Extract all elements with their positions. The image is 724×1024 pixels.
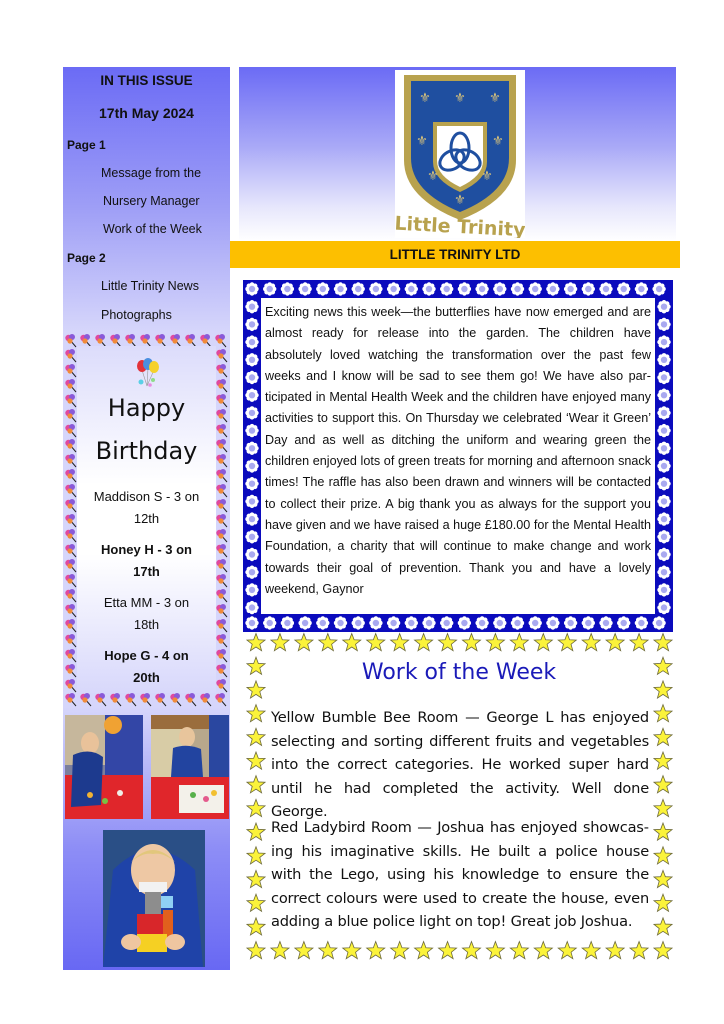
star-icon: [247, 918, 265, 935]
flower-icon: [657, 583, 670, 596]
flower-icon: [263, 282, 276, 295]
star-icon: [247, 894, 265, 911]
balloon-icon: [216, 634, 227, 647]
flower-icon: [245, 318, 258, 331]
birthday-entry-name: Maddison S - 3 on: [93, 489, 200, 504]
svg-text:⚜: ⚜: [416, 134, 428, 149]
flower-icon: [657, 371, 670, 384]
flower-icon: [657, 495, 670, 508]
balloon-icon: [216, 604, 227, 617]
star-icon: [271, 634, 289, 651]
star-icon: [271, 942, 289, 959]
flower-icon: [245, 495, 258, 508]
work-of-week-title: Work of the Week: [361, 660, 557, 685]
star-icon: [415, 634, 433, 651]
balloon-icon: [110, 693, 121, 706]
flower-icon: [245, 477, 258, 490]
birthday-entry-date: 17th: [133, 564, 160, 579]
balloon-icon: [216, 454, 227, 467]
star-icon: [295, 942, 313, 959]
balloon-icon: [65, 454, 76, 467]
flower-icon: [334, 282, 347, 295]
svg-text:⚜: ⚜: [454, 193, 466, 208]
manager-message: Exciting news this week—the butterflies have now emerged and are almost ready for release into the garden. The children have absolutely loved watching the transformation over the past few weeks and I know will be sad to see them go! We have also participated in Mental Health Week and the children have enjoyed many activities to support this. On Thursday we celebrated ‘Wear it Green’ Day and as well as ditching the uniform and wearing green the children enjoyed lots of green treats for morning and afternoon snack times! The raffle has also been drawn and winners will be contacted to collect their prize. A big thank you as always for the support you have given and we have raised a huge £180.00 for the Mental Health Foundation, a charity that will continue to make change and work towards their goal of prevention. Thank you and have a lovely weekend, Gaynor: [265, 305, 651, 596]
svg-text:⚜: ⚜: [454, 91, 466, 106]
star-icon: [654, 870, 672, 887]
flower-icon: [582, 616, 595, 629]
flower-icon: [263, 616, 276, 629]
star-icon: [654, 752, 672, 769]
flower-icon: [599, 616, 612, 629]
balloon-icon: [65, 469, 76, 482]
flower-icon: [245, 389, 258, 402]
flower-icon: [529, 616, 542, 629]
flower-icon: [657, 459, 670, 472]
work-of-week-entry: Red Ladybird Room — Joshua has enjoyed showcasing his imaginative skills. He built a police house with the Lego, using his knowledge to ensure the correct colours were used to create the house, even adding a blue police light on top! Great job Joshua.: [271, 819, 649, 930]
birthday-entry-date: 20th: [133, 670, 160, 685]
star-icon: [630, 942, 648, 959]
balloon-icon: [65, 379, 76, 392]
star-icon: [654, 705, 672, 722]
balloon-icon: [216, 679, 227, 692]
balloon-icon: [65, 574, 76, 587]
star-icon: [606, 942, 624, 959]
flower-icon: [546, 282, 559, 295]
toc-page-2: Page 2: [67, 251, 106, 265]
svg-text:⚜: ⚜: [419, 91, 431, 106]
balloon-icon: [65, 334, 76, 347]
balloon-icon: [216, 469, 227, 482]
star-icon: [247, 776, 265, 793]
birthday-entry: [77, 645, 216, 689]
star-icon: [391, 942, 409, 959]
star-icon: [606, 634, 624, 651]
toc-item: Message from the: [101, 166, 202, 180]
issue-date: 17th May 2024: [99, 105, 194, 121]
star-icon: [343, 634, 361, 651]
star-icon: [247, 823, 265, 840]
flower-icon: [440, 282, 453, 295]
balloon-icon: [216, 484, 227, 497]
logo-wordmark: Little Trinity: [395, 212, 525, 238]
balloon-icon: [216, 664, 227, 677]
balloon-icon: [216, 649, 227, 662]
flower-icon: [281, 616, 294, 629]
star-icon: [654, 942, 672, 959]
balloon-icon: [65, 589, 76, 602]
work-of-week-entry: Yellow Bumble Bee Room — George L has enjoyed selecting and sorting different fruits and vegetables into the correct categories. He worked super hard until he had completed the activity. Well done George.: [271, 709, 649, 820]
flower-icon: [617, 282, 630, 295]
flower-icon: [245, 512, 258, 525]
toc-page-1: Page 1: [67, 138, 106, 152]
balloon-icon: [65, 394, 76, 407]
balloon-icon: [65, 604, 76, 617]
star-icon: [462, 942, 480, 959]
flower-icon: [245, 424, 258, 437]
svg-text:⚜: ⚜: [492, 134, 504, 149]
star-icon: [438, 634, 456, 651]
news-frame: [243, 280, 673, 632]
flower-icon: [657, 477, 670, 490]
star-icon: [462, 634, 480, 651]
flower-icon: [298, 616, 311, 629]
flower-icon: [475, 616, 488, 629]
star-icon: [486, 942, 504, 959]
star-icon: [654, 847, 672, 864]
flower-icon: [458, 282, 471, 295]
flower-icon: [652, 616, 665, 629]
logo: [395, 70, 525, 238]
star-icon: [630, 634, 648, 651]
balloon-icon: [215, 693, 226, 706]
star-icon: [415, 942, 433, 959]
flower-icon: [635, 616, 648, 629]
balloon-icon: [65, 544, 76, 557]
star-icon: [295, 634, 313, 651]
star-icon: [486, 634, 504, 651]
balloon-icon: [216, 349, 227, 362]
flower-icon: [657, 442, 670, 455]
flower-icon: [422, 282, 435, 295]
balloon-icon: [80, 693, 91, 706]
star-icon: [319, 634, 337, 651]
birthday-title-line1: Happy: [107, 394, 186, 422]
flower-icon: [657, 424, 670, 437]
flower-icon: [405, 282, 418, 295]
star-icon: [438, 942, 456, 959]
star-icon: [582, 942, 600, 959]
flower-icon: [475, 282, 488, 295]
star-icon: [654, 799, 672, 816]
flower-icon: [245, 406, 258, 419]
flower-icon: [245, 566, 258, 579]
star-icon: [367, 634, 385, 651]
birthday-entry-name: Hope G - 4 on: [104, 648, 189, 663]
work-of-week-section: [243, 632, 675, 964]
balloon-icon: [65, 424, 76, 437]
flower-icon: [245, 616, 258, 629]
birthday-entry-name: Honey H - 3 on: [100, 542, 192, 557]
star-icon: [654, 823, 672, 840]
star-icon: [247, 847, 265, 864]
star-icon: [534, 634, 552, 651]
flower-icon: [657, 566, 670, 579]
balloon-icon: [216, 589, 227, 602]
flower-icon: [334, 616, 347, 629]
star-icon: [654, 728, 672, 745]
flower-icon: [657, 300, 670, 313]
flower-icon: [617, 616, 630, 629]
birthday-entry: [77, 539, 216, 583]
flower-icon: [458, 616, 471, 629]
flower-icon: [546, 616, 559, 629]
flower-icon: [635, 282, 648, 295]
flower-icon: [352, 282, 365, 295]
balloon-icon: [65, 439, 76, 452]
star-icon: [582, 634, 600, 651]
birthday-entry-date: 18th: [133, 617, 160, 632]
flower-icon: [316, 616, 329, 629]
balloon-icon: [65, 529, 76, 542]
star-icon: [654, 894, 672, 911]
balloon-icon: [65, 693, 76, 706]
flower-icon: [245, 282, 258, 295]
balloon-icon: [155, 693, 166, 706]
balloon-icon: [65, 634, 76, 647]
flower-icon: [405, 616, 418, 629]
flower-icon: [657, 389, 670, 402]
star-icon: [247, 752, 265, 769]
star-icon: [654, 776, 672, 793]
star-icon: [343, 942, 361, 959]
birthday-box: [63, 332, 230, 707]
flower-icon: [564, 282, 577, 295]
birthday-title-line2: Birthday: [95, 437, 198, 465]
balloon-icon: [65, 484, 76, 497]
star-icon: [247, 634, 265, 651]
balloon-icon: [185, 693, 196, 706]
toc-item: Little Trinity News: [101, 279, 199, 293]
crest-icon: [395, 70, 525, 238]
birthday-entry-date: 12th: [133, 511, 160, 526]
balloons-icon: [133, 358, 161, 390]
flower-icon: [652, 282, 665, 295]
balloon-icon: [216, 529, 227, 542]
balloon-icon: [65, 679, 76, 692]
flower-icon: [369, 616, 382, 629]
star-icon: [534, 942, 552, 959]
birthday-inner: [77, 346, 216, 693]
star-icon: [654, 918, 672, 935]
balloon-icon: [65, 364, 76, 377]
photo-child-lego[interactable]: [103, 830, 205, 967]
balloon-icon: [216, 619, 227, 632]
birthday-entry-name: Etta MM - 3 on: [103, 595, 190, 610]
flower-icon: [245, 300, 258, 313]
flower-icon: [657, 548, 670, 561]
balloon-icon: [65, 349, 76, 362]
flower-icon: [422, 616, 435, 629]
star-icon: [391, 634, 409, 651]
balloon-icon: [140, 693, 151, 706]
flower-icon: [245, 601, 258, 614]
star-icon: [247, 728, 265, 745]
flower-icon: [298, 282, 311, 295]
star-icon: [367, 942, 385, 959]
flower-icon: [657, 335, 670, 348]
flower-icon: [369, 282, 382, 295]
balloon-icon: [216, 439, 227, 452]
flower-icon: [387, 282, 400, 295]
balloon-icon: [200, 693, 211, 706]
birthday-entry: [77, 592, 216, 636]
flower-icon: [529, 282, 542, 295]
balloon-icon: [216, 499, 227, 512]
photo-child-sorting[interactable]: [65, 715, 143, 819]
svg-text:⚜: ⚜: [481, 169, 493, 184]
toc-item: Work of the Week: [103, 222, 202, 236]
flower-icon: [657, 530, 670, 543]
flower-icon: [511, 616, 524, 629]
star-icon: [654, 634, 672, 651]
star-icon: [558, 942, 576, 959]
flower-icon: [493, 616, 506, 629]
star-icon: [247, 705, 265, 722]
flower-icon: [387, 616, 400, 629]
balloon-icon: [216, 394, 227, 407]
star-icon: [247, 799, 265, 816]
balloon-icon: [65, 619, 76, 632]
flower-icon: [245, 442, 258, 455]
flower-icon: [245, 548, 258, 561]
balloon-icon: [216, 559, 227, 572]
svg-text:⚜: ⚜: [427, 169, 439, 184]
star-icon: [510, 634, 528, 651]
balloon-icon: [216, 544, 227, 557]
flower-icon: [245, 459, 258, 472]
balloon-icon: [216, 409, 227, 422]
flower-icon: [657, 318, 670, 331]
balloon-icon: [65, 409, 76, 422]
flower-icon: [511, 282, 524, 295]
flower-icon: [493, 282, 506, 295]
flower-icon: [245, 583, 258, 596]
star-icon: [247, 870, 265, 887]
flower-icon: [281, 282, 294, 295]
balloon-icon: [216, 424, 227, 437]
flower-icon: [245, 530, 258, 543]
balloon-icon: [215, 334, 226, 347]
balloon-icon: [65, 514, 76, 527]
balloon-icon: [170, 693, 181, 706]
star-icon: [319, 942, 337, 959]
photo-child-game[interactable]: [151, 715, 229, 819]
flower-icon: [316, 282, 329, 295]
balloon-icon: [65, 499, 76, 512]
balloon-icon: [216, 364, 227, 377]
flower-icon: [582, 282, 595, 295]
news-box: [261, 298, 655, 614]
balloon-icon: [125, 693, 136, 706]
balloon-icon: [65, 664, 76, 677]
toc-title: IN THIS ISSUE: [100, 73, 193, 88]
flower-icon: [564, 616, 577, 629]
balloon-icon: [216, 574, 227, 587]
svg-text:⚜: ⚜: [489, 91, 501, 106]
flower-icon: [657, 353, 670, 366]
toc-item: Photographs: [101, 308, 172, 322]
star-icon: [247, 942, 265, 959]
flower-icon: [657, 601, 670, 614]
flower-icon: [657, 406, 670, 419]
flower-icon: [352, 616, 365, 629]
star-icon: [558, 634, 576, 651]
star-icon: [510, 942, 528, 959]
company-banner: LITTLE TRINITY LTD: [230, 241, 680, 268]
balloon-icon: [65, 649, 76, 662]
flower-icon: [657, 512, 670, 525]
flower-icon: [245, 335, 258, 348]
flower-icon: [599, 282, 612, 295]
toc-item: Nursery Manager: [103, 194, 200, 208]
flower-icon: [245, 371, 258, 384]
balloon-icon: [216, 379, 227, 392]
flower-icon: [440, 616, 453, 629]
balloon-icon: [65, 559, 76, 572]
flower-icon: [245, 353, 258, 366]
balloon-icon: [216, 514, 227, 527]
balloon-icon: [95, 693, 106, 706]
birthday-entry: [77, 486, 216, 530]
